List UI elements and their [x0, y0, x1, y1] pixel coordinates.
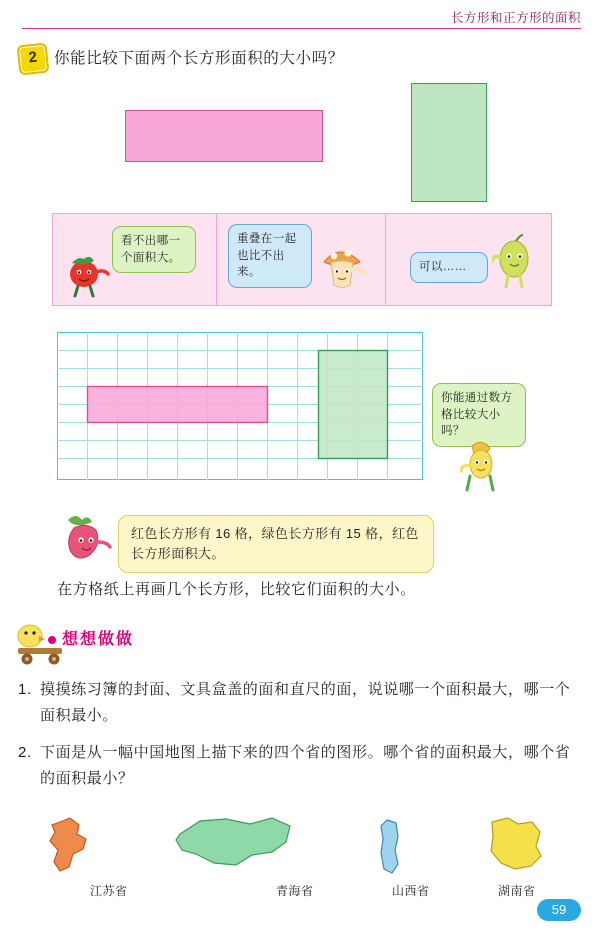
mushroom-character-icon	[318, 240, 374, 307]
panel-divider-1	[216, 214, 217, 305]
radish-character-icon	[60, 512, 118, 573]
province-label-shanxi: 山西省	[392, 884, 430, 898]
panel-divider-2	[385, 214, 386, 305]
bubble-can-do: 可以……	[410, 252, 488, 283]
header-divider	[22, 28, 581, 29]
grid-paper	[57, 332, 423, 480]
bubble-overlap-cannot-compare: 重叠在一起也比不出来。	[228, 224, 312, 288]
question-number-badge: 2	[17, 43, 50, 76]
exercise-2-text: 下面是从一幅中国地图上描下来的四个省的图形。哪个省的面积最大，哪个省的面积最小？	[40, 744, 571, 788]
pink-rectangle	[125, 110, 323, 162]
exercise-1-number: 1.	[18, 681, 32, 698]
bubble-cannot-tell: 看不出哪一个面积大。	[112, 226, 196, 273]
jiangsu-shape	[50, 818, 86, 871]
conclusion-bubble: 红色长方形有 16 格，绿色长方形有 15 格，红色长方形面积大。	[118, 515, 434, 573]
section-title	[48, 626, 134, 649]
green-rectangle	[411, 83, 487, 202]
province-label-jiangsu: 江苏省	[90, 884, 128, 898]
province-maps-row	[30, 812, 575, 902]
qinghai-shape	[176, 818, 290, 865]
exercise-item-1	[18, 677, 584, 730]
province-label-qinghai: 青海省	[276, 884, 314, 898]
pear-character-icon	[492, 231, 544, 296]
tomato-character-icon	[62, 248, 112, 305]
practice-instruction: 在方格纸上再画几个长方形，比较它们面积的大小。	[57, 581, 416, 598]
page-number-badge: 59	[537, 899, 581, 921]
page-header-title: 长方形和正方形的面积	[450, 11, 581, 25]
exercise-1-text: 摸摸练习簿的封面、文具盒盖的面和直尺的面，说说哪一个面积最大，哪一个面积最小。	[40, 681, 571, 725]
shanxi-shape	[381, 820, 398, 873]
section-title-text: 想想做做	[62, 631, 135, 648]
exercise-item-2	[18, 740, 584, 793]
corn-character-icon	[460, 440, 504, 507]
section-bullet-icon	[48, 636, 56, 644]
province-label-hunan: 湖南省	[498, 884, 536, 898]
hunan-shape	[491, 818, 541, 869]
exercise-2-number: 2.	[18, 744, 32, 761]
bubble-count-squares: 你能通过数方格比较大小吗？	[432, 383, 526, 447]
question-text: 你能比较下面两个长方形面积的大小吗？	[54, 50, 344, 67]
